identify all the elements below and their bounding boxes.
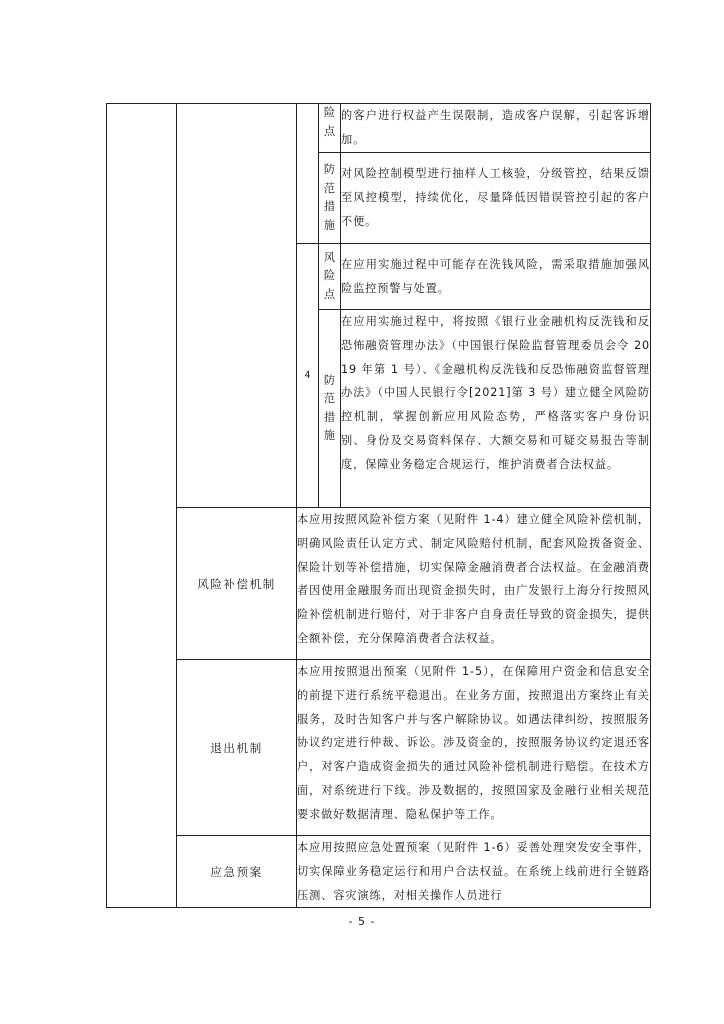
sub-category-cell (177, 104, 297, 508)
exit-text: 本应用按照退出预案（见附件 1-5），在保障用户资金和信息安全的前提下进行系统平稳退出。在业务方面，按照退出方案终止有关服务，及时告知客户并与客户解除协议。如遇法律纠纷，按照服务协议约定进行仲裁、诉讼。涉及资金的，按照服务协议约定退还客户，对客户造成资金损失的通过风险补偿机制进行赔偿。在技术方面，对系统进行下线。涉及数据的，按照国家及金融行业相关规范要求做好数据清理、隐私保护等工作。 (297, 660, 651, 836)
measure-label: 防 范 措 施 (319, 310, 341, 508)
risk-table (106, 103, 651, 908)
table-row (107, 508, 651, 660)
item-cell-3 (297, 104, 319, 244)
risk-point-text: 在应用实施过程中可能存在洗钱风险，需采取措施加强风险监控预警与处置。 (341, 244, 651, 310)
risk-point-label: 风 险 点 (319, 244, 341, 310)
item-number: 4 (297, 244, 319, 508)
outer-category-cell (107, 104, 177, 908)
table-row (107, 104, 651, 153)
risk-point-text: 的客户进行权益产生误限制，造成客户误解，引起客诉增加。 (341, 104, 651, 153)
emergency-text: 本应用按照应急处置预案（见附件 1-6）妥善处理突发安全事件，切实保障业务稳定运行和用户合法权益。在系统上线前进行全链路压测、容灾演练，对相关操作人员进行 (297, 836, 651, 908)
measure-text: 对风险控制模型进行抽样人工核验，分级管控，结果反馈至风控模型，持续优化，尽量降低因错误管控引起的客户不便。 (341, 153, 651, 244)
emergency-label: 应急预案 (177, 836, 297, 908)
table-row (107, 836, 651, 908)
compensation-label: 风险补偿机制 (177, 508, 297, 660)
risk-point-label: 险 点 (319, 104, 341, 153)
page-number: - 5 - (348, 915, 376, 928)
measure-text: 在应用实施过程中，将按照《银行业金融机构反洗钱和反恐怖融资管理办法》（中国银行保险监督管理委员会令 2019 年第 1 号）、《金融机构反洗钱和反恐怖融资监督管理办法》（中国人民银行令[2021]第 3 号）建立健全风险防控机制，掌握创新应用风险态势，严格落实客户身份识别、身份及交易资料保存、大额交易和可疑交易报告等制度，保障业务稳定合规运行，维护消费者合法权益。 (341, 310, 651, 508)
measure-label: 防 范 措 施 (319, 153, 341, 244)
table-row (107, 660, 651, 836)
exit-label: 退出机制 (177, 660, 297, 836)
compensation-text: 本应用按照风险补偿方案（见附件 1-4）建立健全风险补偿机制，明确风险责任认定方式、制定风险赔付机制，配套风险拨备资金、保险计划等补偿措施，切实保障金融消费者合法权益。在金融消费者因使用金融服务而出现资金损失时，由广发银行上海分行按照风险补偿机制进行赔付，对于非客户自身责任导致的资金损失，提供全额补偿，充分保障消费者合法权益。 (297, 508, 651, 660)
